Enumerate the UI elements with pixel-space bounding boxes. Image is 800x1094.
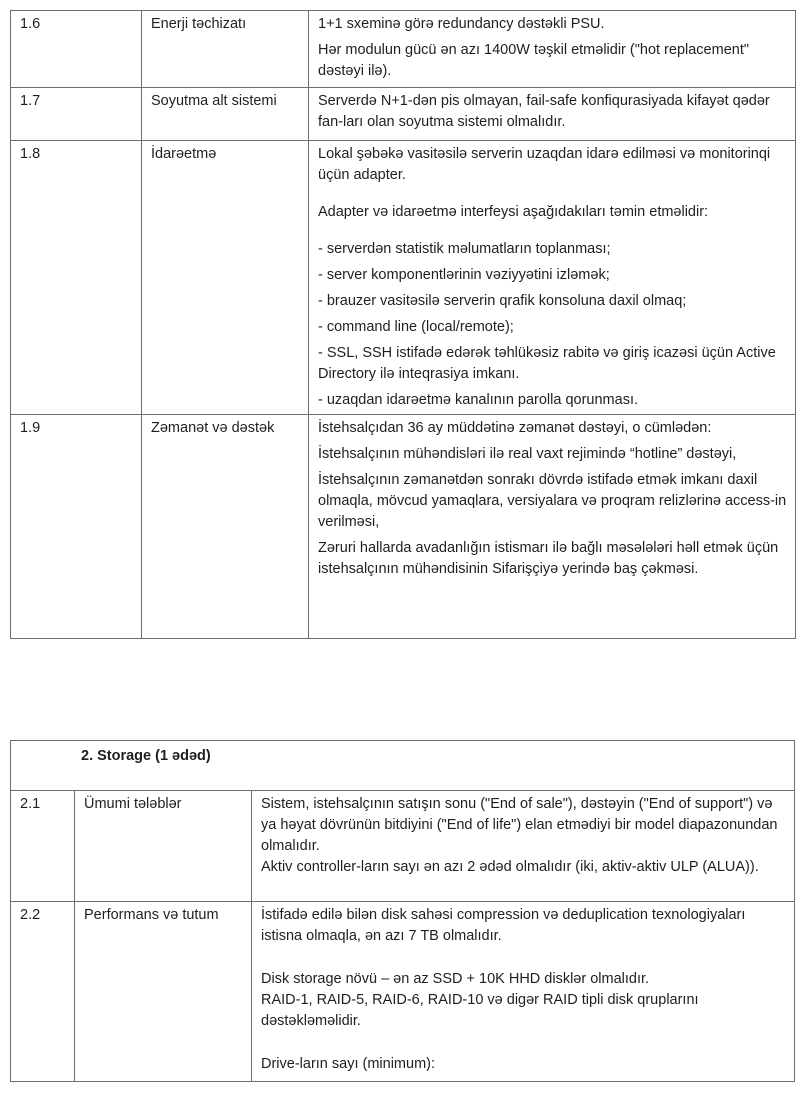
row-content-cell [309,11,796,88]
content-paragraph: Aktiv controller-ların sayı ən azı 2 ədəd olmalıdır (iki, aktiv-aktiv ULP (ALUA)). [261,859,759,875]
section-title: 2. Storage (1 ədəd) [11,741,795,791]
content-paragraph: - uzaqdan idarəetmə kanalının parolla qorunması. [318,392,638,408]
table-row [11,141,796,415]
content-paragraph: - brauzer vasitəsilə serverin qrafik konsoluna daxil olmaq; [318,293,687,309]
row-id-cell: 2.2 [11,902,75,1082]
content-paragraph: - SSL, SSH istifadə edərək təhlükəsiz rabitə və giriş icazəsi üçün Active Directory ilə inteqrasiya imkanı. [318,345,776,382]
content-paragraph: - command line (local/remote); [318,319,514,335]
row-content-cell [309,88,796,141]
row-id-cell: 1.6 [11,11,142,88]
row-id-cell: 1.9 [11,415,142,639]
content-paragraph: Lokal şəbəkə vasitəsilə serverin uzaqdan idarə edilməsi və monitorinqi üçün adapter. [318,146,771,183]
section-header-row [11,741,795,791]
server-spec-table [10,10,796,639]
content-paragraph: Disk storage növü – ən az SSD + 10K HHD disklər olmalıdır. [261,971,650,987]
content-paragraph: 1+1 sxeminə görə redundancy dəstəkli PSU. [318,16,605,32]
row-content-cell [309,141,796,415]
row-content-cell [252,791,795,902]
content-paragraph: İstehsalçıdan 36 ay müddətinə zəmanət dəstəyi, o cümlədən: [318,420,712,436]
table-row [11,88,796,141]
content-paragraph: Drive-ların sayı (minimum): [261,1056,436,1072]
row-content-cell [309,415,796,639]
table-row [11,902,795,1082]
row-label-cell: Soyutma alt sistemi [142,88,309,141]
blank-line [261,947,786,969]
content-paragraph: İstehsalçının mühəndisləri ilə real vaxt rejimində “hotline” dəstəyi, [318,446,737,462]
content-paragraph: - serverdən statistik məlumatların toplanması; [318,241,611,257]
blank-line [318,191,787,197]
table-row [11,11,796,88]
blank-line [261,1032,786,1054]
content-paragraph: RAID-1, RAID-5, RAID-6, RAID-10 və digər RAID tipli disk qruplarını dəstəkləməlidir. [261,992,699,1029]
row-label-cell: Ümumi tələblər [75,791,252,902]
content-paragraph: Sistem, istehsalçının satışın sonu ("End of sale"), dəstəyin ("End of support") və ya həyat dövrünün bitdiyini ("End of life") elan etmədiyi bir model diapazonundan olmalıdır. [261,796,778,854]
table-row [11,791,795,902]
content-paragraph: Serverdə N+1-dən pis olmayan, fail-safe konfiqurasiyada kifayət qədər fan-ları olan soyutma sistemi olmalıdır. [318,93,770,130]
row-id-cell: 1.8 [11,141,142,415]
storage-spec-table [10,740,795,1082]
row-content-cell [252,902,795,1082]
content-paragraph: Zəruri hallarda avadanlığın istismarı ilə bağlı məsələləri həll etmək üçün istehsalçının mühəndisinin Sifarişçiyə yerində baş çəkməsi. [318,540,779,577]
content-paragraph: Hər modulun gücü ən azı 1400W təşkil etməlidir ("hot replacement" dəstəyi ilə). [318,42,749,79]
content-paragraph: - server komponentlərinin vəziyyətini izləmək; [318,267,610,283]
content-paragraph: İstifadə edilə bilən disk sahəsi compression və deduplication texnologiyaları istisna olmaqla, ən azı 7 TB olmalıdır. [261,907,746,944]
blank-line [318,228,787,234]
row-label-cell: İdarəetmə [142,141,309,415]
content-paragraph: İstehsalçının zəmanətdən sonrakı dövrdə istifadə etmək imkanı daxil olmaqla, mövcud yamaqlara, versiyalara və proqram relizlərinə access-in verilməsi, [318,472,787,530]
row-label-cell: Performans və tutum [75,902,252,1082]
row-id-cell: 1.7 [11,88,142,141]
row-label-cell: Enerji təchizatı [142,11,309,88]
row-id-cell: 2.1 [11,791,75,902]
content-paragraph: Adapter və idarəetmə interfeysi aşağıdakıları təmin etməlidir: [318,204,709,220]
table-row [11,415,796,639]
row-label-cell: Zəmanət və dəstək [142,415,309,639]
